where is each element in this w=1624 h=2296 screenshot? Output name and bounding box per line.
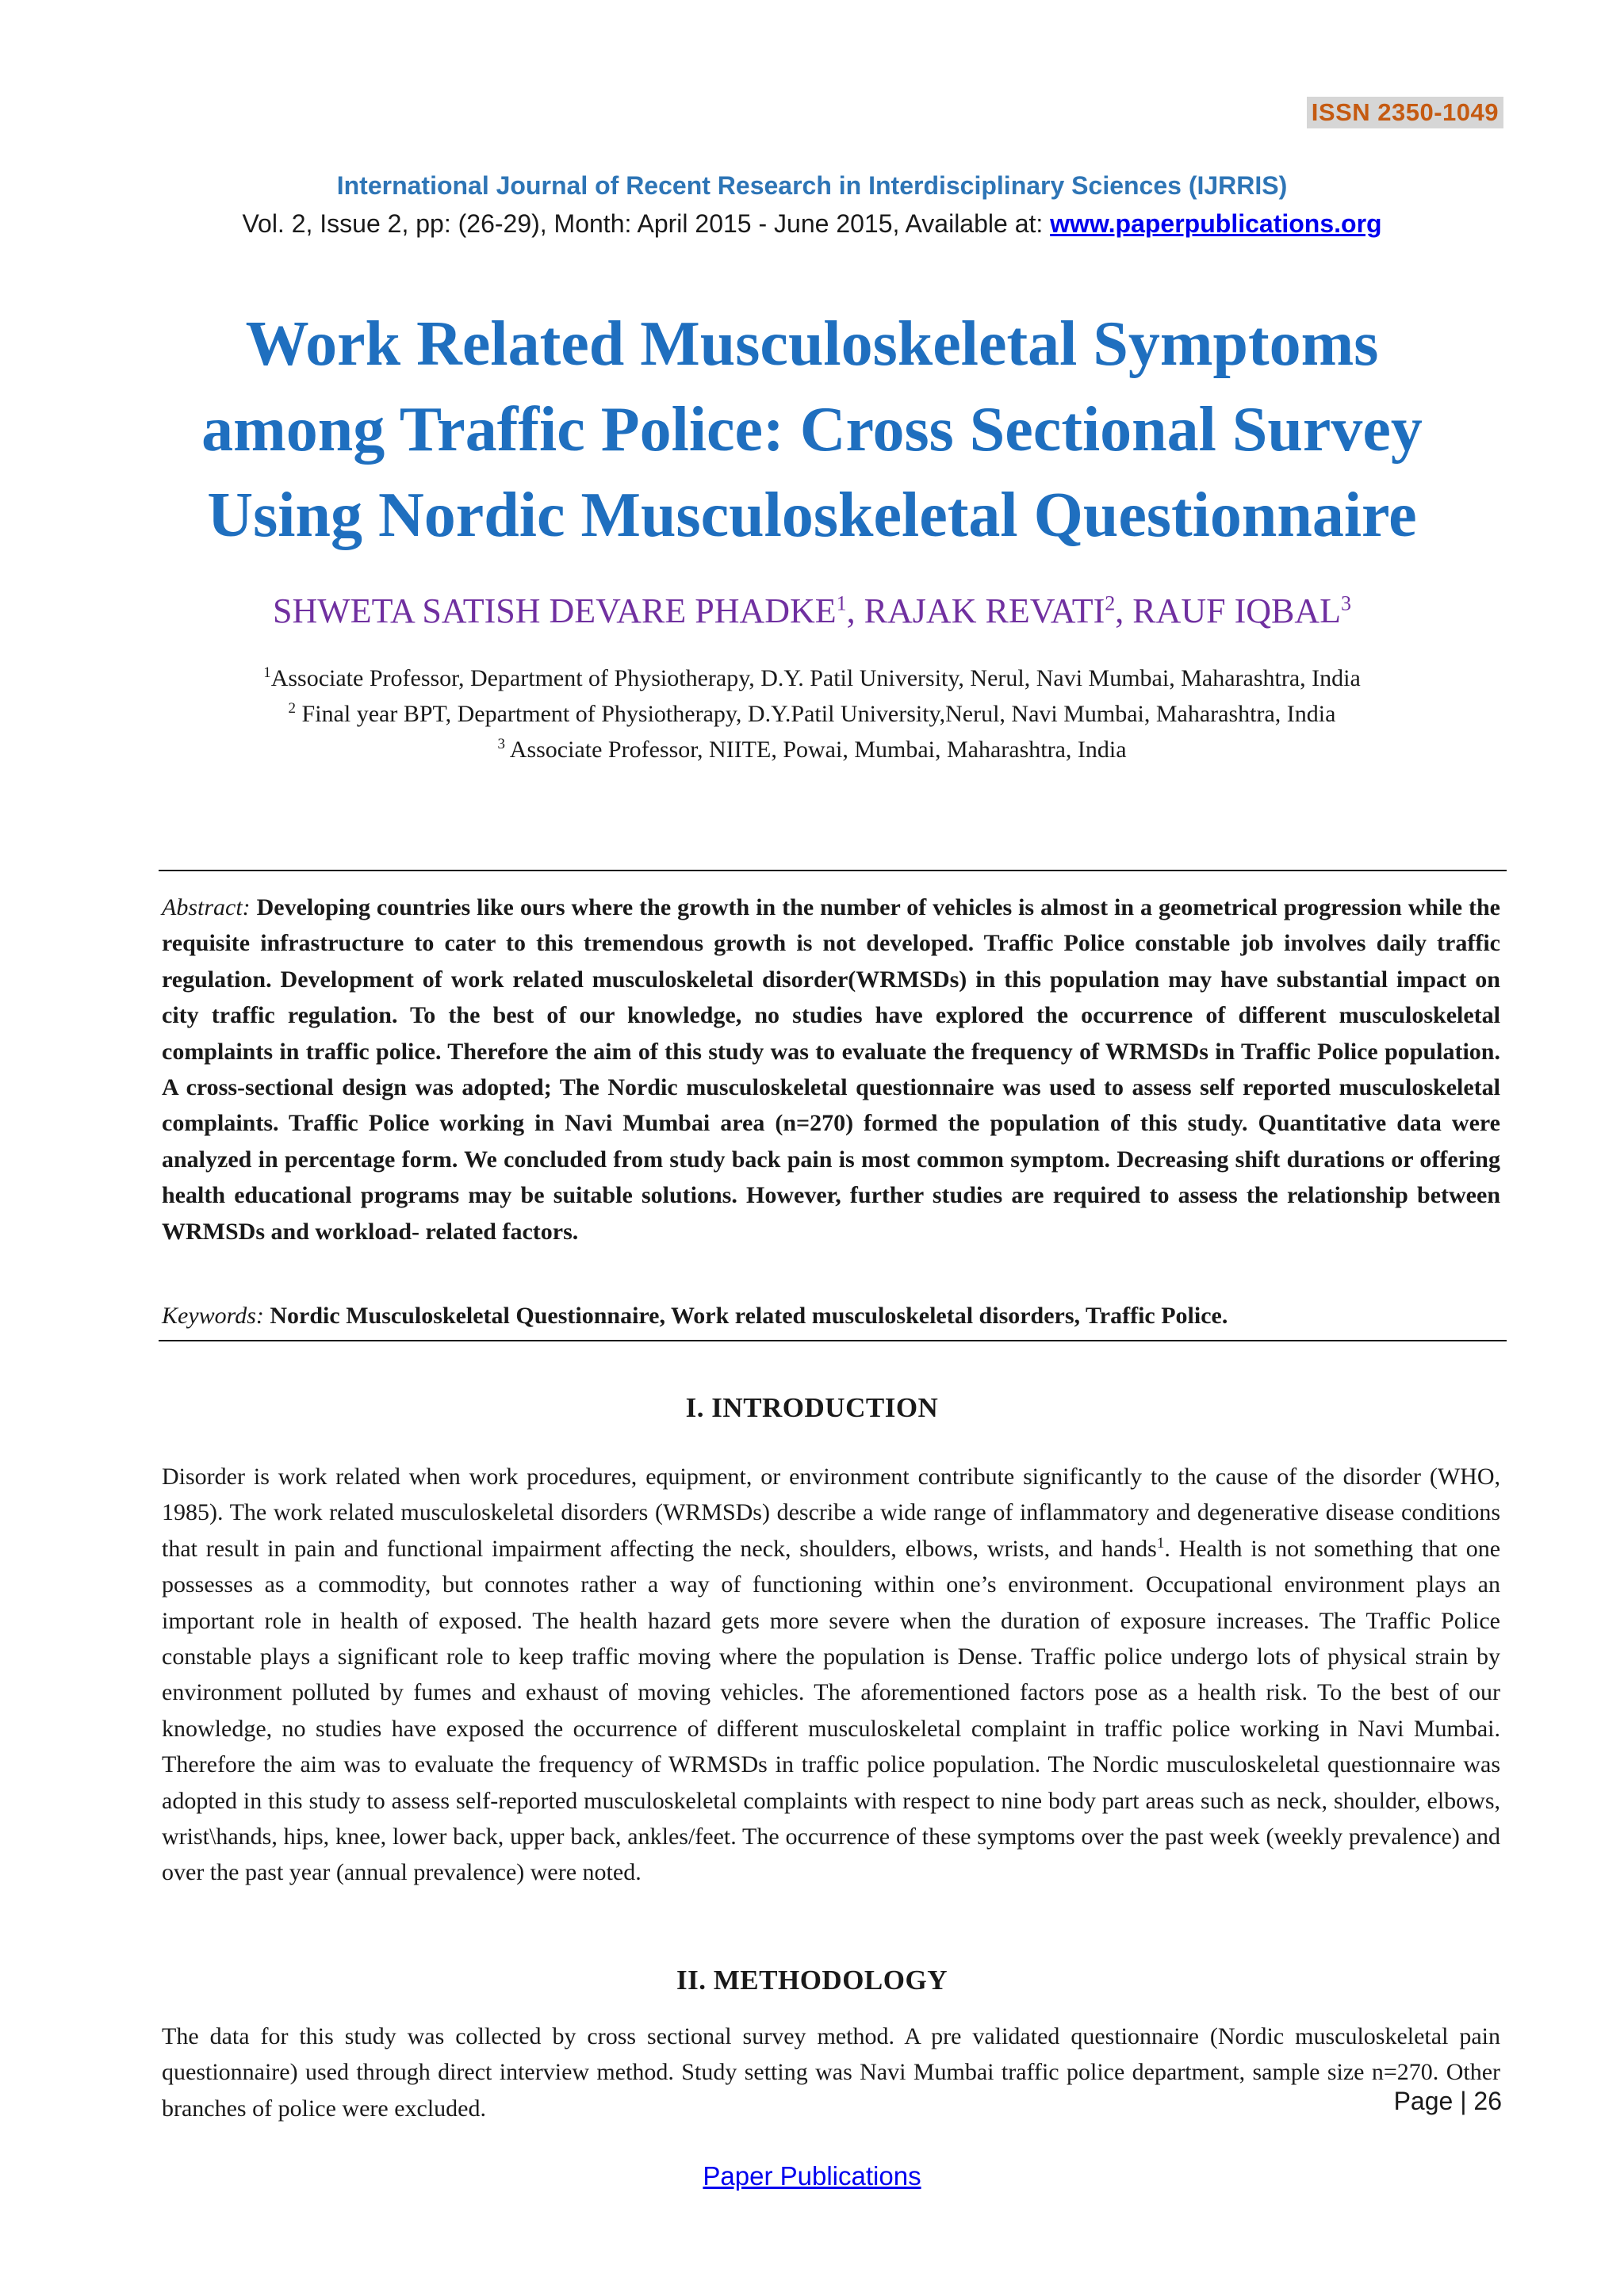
affiliation-mark: 2 bbox=[288, 700, 297, 717]
affiliation-mark: 3 bbox=[497, 736, 505, 752]
affiliation bbox=[0, 700, 1624, 728]
author-mark: 3 bbox=[1341, 591, 1352, 615]
introduction-paragraph bbox=[162, 1459, 1500, 1891]
keywords bbox=[162, 1303, 1500, 1330]
section-heading: I. INTRODUCTION bbox=[685, 1392, 939, 1423]
keywords-label: Keywords: bbox=[162, 1303, 264, 1329]
issn-badge: ISSN 2350-1049 bbox=[1307, 97, 1503, 128]
abstract-label: Abstract: bbox=[162, 894, 251, 920]
title-line: Work Related Musculoskeletal Symptoms bbox=[245, 309, 1379, 379]
citation-mark: 1 bbox=[1156, 1534, 1165, 1552]
affiliation-mark: 1 bbox=[263, 664, 271, 681]
affiliation-text: Associate Professor, Department of Physiotherapy, D.Y. Patil University, Nerul, Navi Mumbai, Maharashtra, India bbox=[270, 665, 1361, 691]
affiliation bbox=[0, 664, 1624, 692]
abstract-text: Developing countries like ours where the growth in the number of vehicles is almost in a geometrical progression while the requisite infrastructure to cater to this tremendous growth is not developed. Traffic Police constable job involves daily traffic regulation. Development of work related musculoskeletal disorder(WRMSDs) in this population may have substantial impact on city traffic regulation. To the best of our knowledge, no studies have explored the occurrence of different musculoskeletal complaints in traffic police. Therefore the aim of this study was to evaluate the frequency of WRMSDs in Traffic Police population. A cross-sectional design was adopted; The Nordic musculoskeletal questionnaire was used to assess self reported musculoskeletal complaints. Traffic Police working in Navi Mumbai area (n=270) formed the population of this study. Quantitative data were analyzed in percentage form. We concluded from study back pain is most common symptom. Decreasing shift durations or offering health educational programs may be suitable solutions. However, further studies are required to assess the relationship between WRMSDs and workload- related factors. bbox=[162, 894, 1500, 1245]
section-heading: II. METHODOLOGY bbox=[676, 1965, 948, 1996]
author-name: RAJAK REVATI bbox=[864, 591, 1105, 630]
publisher-link[interactable]: Paper Publications bbox=[703, 2161, 921, 2191]
author-name: RAUF IQBAL bbox=[1132, 591, 1342, 630]
volume-line bbox=[0, 209, 1624, 239]
author-name: SHWETA SATISH DEVARE PHADKE bbox=[272, 591, 837, 630]
author-mark: 1 bbox=[836, 591, 847, 615]
footer bbox=[0, 2161, 1624, 2191]
website-link[interactable]: www.paperpublications.org bbox=[1050, 209, 1382, 238]
title-line: among Traffic Police: Cross Sectional Survey bbox=[201, 395, 1423, 465]
affiliation-text: Associate Professor, NIITE, Powai, Mumbai, Maharashtra, India bbox=[504, 737, 1127, 763]
affiliation bbox=[0, 736, 1624, 763]
author-mark: 2 bbox=[1105, 591, 1116, 615]
divider-bottom bbox=[159, 1340, 1507, 1341]
abstract bbox=[162, 890, 1500, 1249]
author-list: SHWETA SATISH DEVARE PHADKE$^1$, RAJAK REVATI$^2$, RAUF IQBAL$^3$ bbox=[272, 591, 1352, 630]
divider-top bbox=[159, 870, 1507, 871]
paper-title bbox=[127, 301, 1497, 558]
keywords-text: Nordic Musculoskeletal Questionnaire, Work related musculoskeletal disorders, Traffic Police. bbox=[263, 1303, 1228, 1329]
intro-text: . Health is not something that one possesses as a commodity, but connotes rather a way of functioning within one’s environment. Occupational environment plays an important role in health of exposed. The health hazard gets more severe when the duration of exposure increases. The Traffic Police constable plays a significant role to keep traffic moving where the population is Dense. Traffic police undergo lots of physical strain by environment polluted by fumes and exhaust of moving vehicles. The aforementioned factors pose as a health risk. To the best of our knowledge, no studies have exposed the occurrence of different musculoskeletal complaint in traffic police working in Navi Mumbai. Therefore the aim was to evaluate the frequency of WRMSDs in traffic police population. The Nordic musculoskeletal questionnaire was adopted in this study to assess self-reported musculoskeletal complaints with respect to nine body part areas such as neck, shoulder, elbows, wrist\hands, hips, knee, lower back, upper back, ankles/feet. The occurrence of these symptoms over the past week (weekly prevalence) and over the past year (annual prevalence) were noted. bbox=[162, 1535, 1501, 1886]
methodology-paragraph: The data for this study was collected by cross sectional survey method. A pre validated questionnaire (Nordic musculoskeletal pain questionnaire) used through direct interview method. Study setting was Navi Mumbai traffic police department, sample size n=270. Other branches of police were excluded. bbox=[162, 2023, 1500, 2122]
intro-text: Disorder is work related when work procedures, equipment, or environment contribute significantly to the cause of the disorder (WHO, 1985). The work related musculoskeletal disorders (WRMSDs) describe a wide range of inflammatory and degenerative disease conditions that result in pain and functional impairment affecting the neck, shoulders, elbows, wrists, and hands bbox=[162, 1464, 1500, 1562]
volume-text: Vol. 2, Issue 2, pp: (26-29), Month: April 2015 - June 2015, Available at: bbox=[242, 209, 1051, 238]
affiliation-text: Final year BPT, Department of Physiotherapy, D.Y.Patil University,Nerul, Navi Mumbai, Maharashtra, India bbox=[296, 701, 1336, 727]
page-number: Page | 26 bbox=[1393, 2087, 1502, 2115]
journal-name: International Journal of Recent Research in Interdisciplinary Sciences (IJRRIS) bbox=[336, 171, 1288, 200]
title-line: Using Nordic Musculoskeletal Questionnaire bbox=[207, 480, 1417, 550]
